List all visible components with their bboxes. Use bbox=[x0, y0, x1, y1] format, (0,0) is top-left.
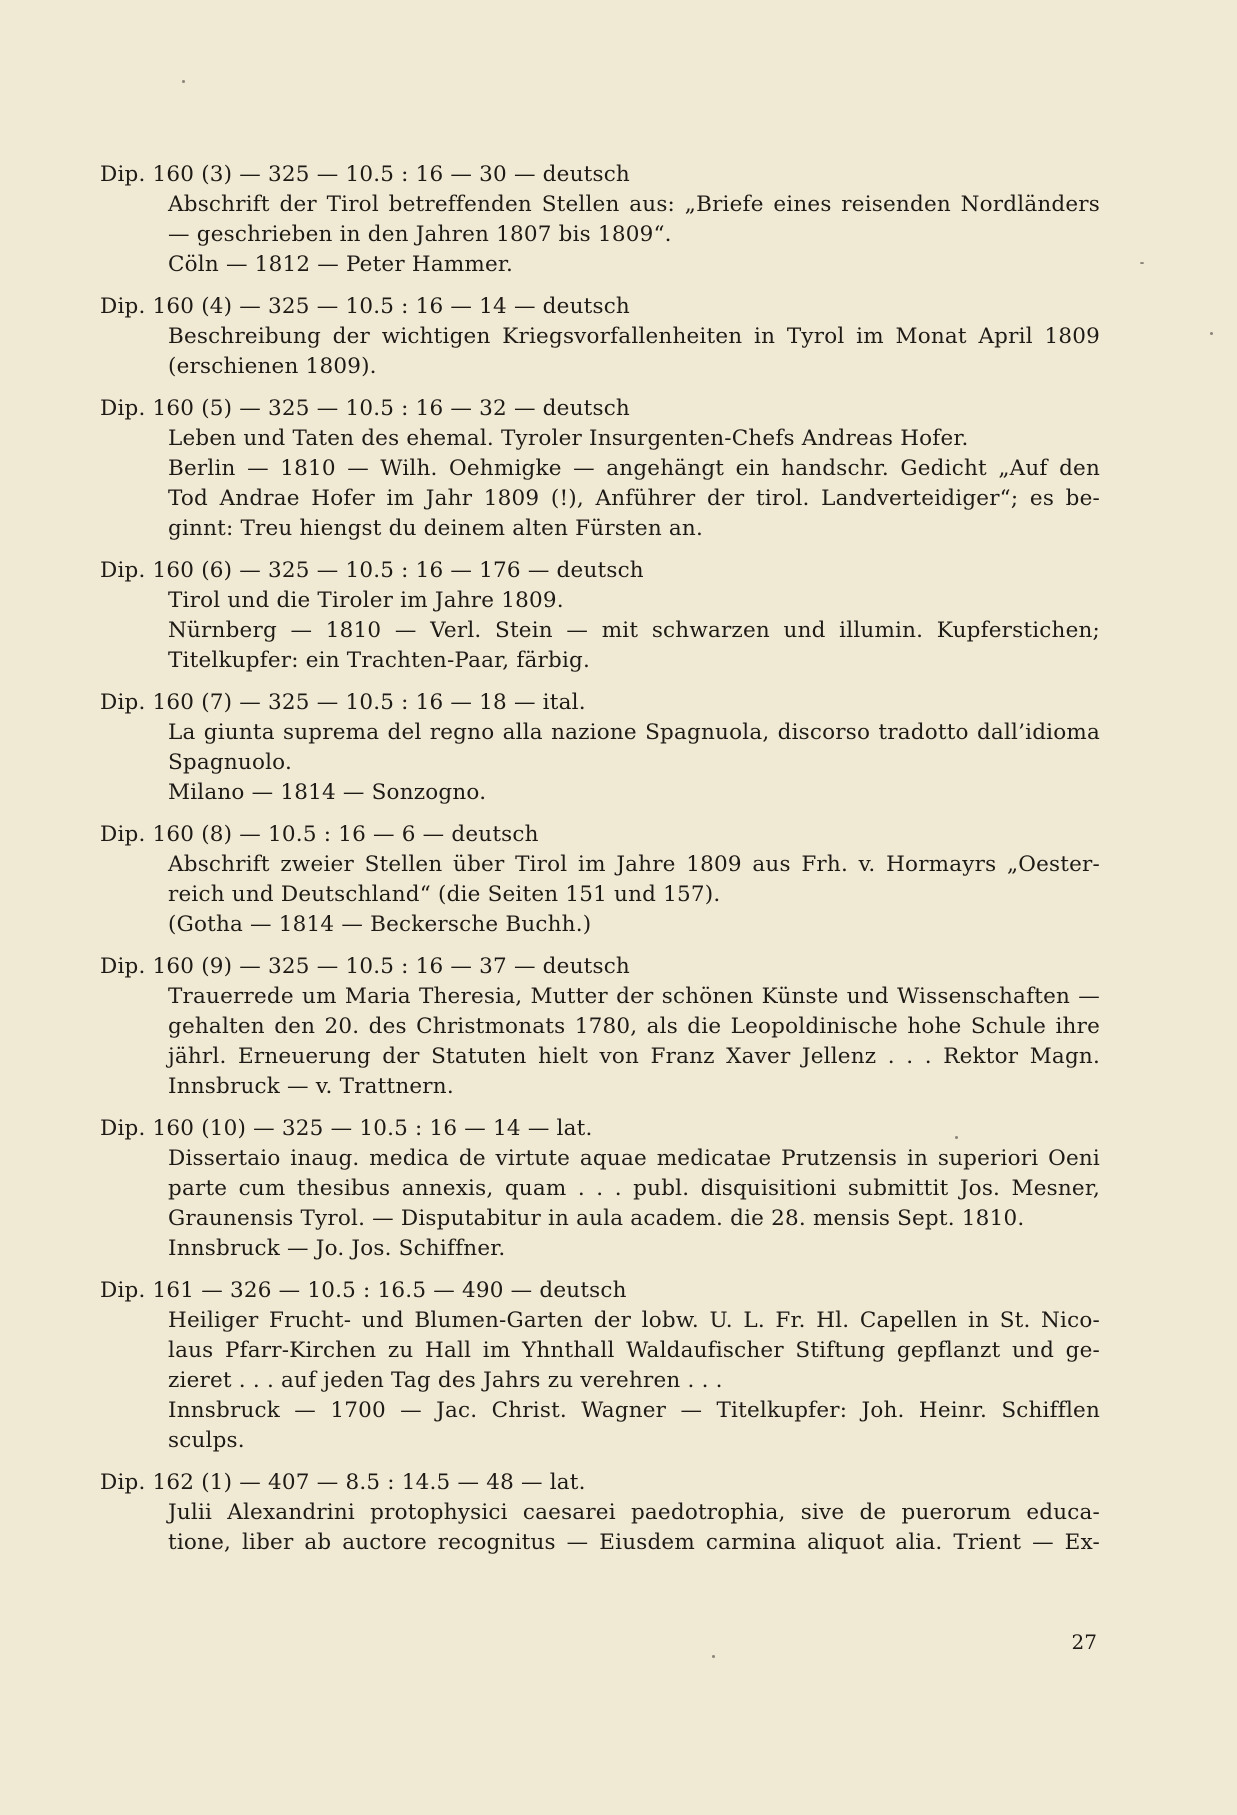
entry-description bbox=[168, 190, 1100, 280]
catalogue-entry bbox=[100, 160, 1100, 280]
description-line: La giunta suprema del regno alla nazione Spagnuola, discorso tradotto dall’idioma bbox=[168, 720, 1100, 745]
description-line: Julii Alexandrini protophysici caesarei paedotrophia, sive de puerorum educa- bbox=[168, 1500, 1100, 1525]
catalogue-entry bbox=[100, 556, 1100, 676]
entry-description bbox=[168, 1306, 1100, 1456]
catalogue-entry bbox=[100, 820, 1100, 940]
paper-speck bbox=[712, 1655, 715, 1658]
entry-shelfmark: Dip. 162 (1) — 407 — 8.5 : 14.5 — 48 — lat. bbox=[100, 1470, 586, 1495]
entry-shelfmark: Dip. 160 (7) — 325 — 10.5 : 16 — 18 — ital. bbox=[100, 690, 586, 715]
description-line: Beschreibung der wichtigen Kriegsvorfallenheiten in Tyrol im Monat April 1809 bbox=[168, 324, 1100, 349]
entry-shelfmark: Dip. 160 (8) — 10.5 : 16 — 6 — deutsch bbox=[100, 822, 539, 847]
entry-shelfmark: Dip. 160 (6) — 325 — 10.5 : 16 — 176 — deutsch bbox=[100, 558, 644, 583]
description-line: Innsbruck — v. Trattnern. bbox=[168, 1074, 454, 1099]
description-line: (Gotha — 1814 — Beckersche Buchh.) bbox=[168, 912, 592, 937]
description-line: jährl. Erneuerung der Statuten hielt von Franz Xaver Jellenz . . . Rektor Magn. bbox=[168, 1044, 1100, 1069]
description-line: Leben und Taten des ehemal. Tyroler Insurgenten-Chefs Andreas Hofer. bbox=[168, 426, 969, 451]
catalogue-entry bbox=[100, 688, 1100, 808]
entry-shelfmark: Dip. 160 (9) — 325 — 10.5 : 16 — 37 — deutsch bbox=[100, 954, 630, 979]
description-line: Spagnuolo. bbox=[168, 750, 292, 775]
description-line: Cöln — 1812 — Peter Hammer. bbox=[168, 252, 514, 277]
description-line: Berlin — 1810 — Wilh. Oehmigke — angehängt ein handschr. Gedicht „Auf den bbox=[168, 456, 1100, 481]
catalogue-entry bbox=[100, 292, 1100, 382]
catalogue-entries bbox=[100, 160, 1100, 1570]
description-line: — geschrieben in den Jahren 1807 bis 1809“. bbox=[168, 222, 672, 247]
entry-shelfmark: Dip. 160 (4) — 325 — 10.5 : 16 — 14 — deutsch bbox=[100, 294, 630, 319]
description-line: laus Pfarr-Kirchen zu Hall im Yhnthall Waldaufischer Stiftung gepflanzt und ge- bbox=[168, 1338, 1100, 1363]
catalogue-entry bbox=[100, 1468, 1100, 1558]
catalogue-entry bbox=[100, 1114, 1100, 1264]
description-line: Nürnberg — 1810 — Verl. Stein — mit schwarzen und illumin. Kupferstichen; bbox=[168, 618, 1100, 643]
entry-shelfmark: Dip. 161 — 326 — 10.5 : 16.5 — 490 — deutsch bbox=[100, 1278, 627, 1303]
paper-speck bbox=[1140, 262, 1144, 264]
description-line: Abschrift zweier Stellen über Tirol im Jahre 1809 aus Frh. v. Hormayrs „Oester- bbox=[168, 852, 1100, 877]
description-line: Dissertaio inaug. medica de virtute aquae medicatae Prutzensis in superiori Oeni bbox=[168, 1146, 1100, 1171]
page-number: 27 bbox=[1071, 1630, 1097, 1654]
entry-description bbox=[168, 982, 1100, 1102]
description-line: Innsbruck — Jo. Jos. Schiffner. bbox=[168, 1236, 506, 1261]
catalogue-entry bbox=[100, 394, 1100, 544]
entry-description bbox=[168, 424, 1100, 544]
description-line: Tirol und die Tiroler im Jahre 1809. bbox=[168, 588, 564, 613]
paper-speck bbox=[955, 1136, 958, 1139]
description-line: gehalten den 20. des Christmonats 1780, als die Leopoldinische hohe Schule ihre bbox=[168, 1014, 1100, 1039]
paper-speck bbox=[182, 80, 185, 83]
description-line: Innsbruck — 1700 — Jac. Christ. Wagner — Titelkupfer: Joh. Heinr. Schifflen bbox=[168, 1398, 1100, 1423]
entry-description bbox=[168, 718, 1100, 808]
description-line: Trauerrede um Maria Theresia, Mutter der schönen Künste und Wissenschaften — bbox=[168, 984, 1100, 1009]
description-line: Graunensis Tyrol. — Disputabitur in aula academ. die 28. mensis Sept. 1810. bbox=[168, 1206, 1025, 1231]
description-line: reich und Deutschland“ (die Seiten 151 und 157). bbox=[168, 882, 721, 907]
catalogue-entry bbox=[100, 952, 1100, 1102]
description-line: (erschienen 1809). bbox=[168, 354, 377, 379]
entry-description bbox=[168, 1498, 1100, 1558]
entry-shelfmark: Dip. 160 (3) — 325 — 10.5 : 16 — 30 — deutsch bbox=[100, 162, 630, 187]
description-line: ginnt: Treu hiengst du deinem alten Fürsten an. bbox=[168, 516, 703, 541]
description-line: parte cum thesibus annexis, quam . . . publ. disquisitioni submittit Jos. Mesner, bbox=[168, 1176, 1100, 1201]
description-line: tione, liber ab auctore recognitus — Eiusdem carmina aliquot alia. Trient — Ex- bbox=[168, 1530, 1100, 1555]
entry-shelfmark: Dip. 160 (10) — 325 — 10.5 : 16 — 14 — lat. bbox=[100, 1116, 593, 1141]
entry-description bbox=[168, 1144, 1100, 1264]
description-line: Milano — 1814 — Sonzogno. bbox=[168, 780, 487, 805]
entry-description bbox=[168, 586, 1100, 676]
entry-shelfmark: Dip. 160 (5) — 325 — 10.5 : 16 — 32 — deutsch bbox=[100, 396, 630, 421]
paper-speck bbox=[1210, 332, 1213, 335]
description-line: Abschrift der Tirol betreffenden Stellen aus: „Briefe eines reisenden Nordländers bbox=[168, 192, 1100, 217]
description-line: Tod Andrae Hofer im Jahr 1809 (!), Anführer der tirol. Landverteidiger“; es be- bbox=[168, 486, 1100, 511]
description-line: Titelkupfer: ein Trachten-Paar, färbig. bbox=[168, 648, 591, 673]
entry-description bbox=[168, 850, 1100, 940]
description-line: zieret . . . auf jeden Tag des Jahrs zu verehren . . . bbox=[168, 1368, 723, 1393]
description-line: sculps. bbox=[168, 1428, 245, 1453]
entry-description bbox=[168, 322, 1100, 382]
catalogue-entry bbox=[100, 1276, 1100, 1456]
description-line: Heiliger Frucht- und Blumen-Garten der lobw. U. L. Fr. Hl. Capellen in St. Nico- bbox=[168, 1308, 1100, 1333]
